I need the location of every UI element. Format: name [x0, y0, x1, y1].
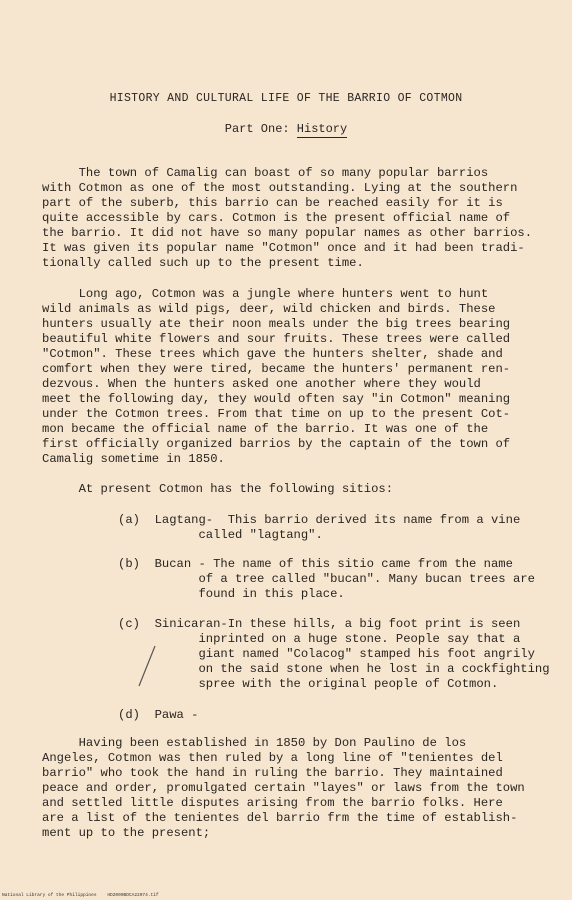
sitio-item-line: found in this place.: [118, 587, 345, 601]
paragraph2-line: comfort when they were tired, became the hunters' permanent ren-: [42, 362, 511, 376]
paragraph2-line: Long ago, Cotmon was a jungle where hunters went to hunt: [42, 287, 489, 301]
paragraph2-line: first officially organized barrios by the captain of the town of: [42, 437, 511, 451]
part-heading: [0, 122, 572, 136]
sitio-item-line: (a) Lagtang- This barrio derived its name from a vine: [118, 513, 521, 527]
pencil-mark: [135, 644, 159, 690]
paragraph1-line: with Cotmon as one of the most outstanding. Lying at the southern: [42, 181, 518, 195]
paragraph1-line: part of the suberb, this barrio can be reached easily for it is: [42, 196, 503, 210]
paragraph1-line: It was given its popular name "Cotmon" once and it had been tradi-: [42, 241, 525, 255]
sitio-item-line: of a tree called "bucan". Many bucan trees are: [118, 572, 535, 586]
paragraph2-line: beautiful white flowers and sour fruits. These trees were called: [42, 332, 511, 346]
paragraph2-line: under the Cotmon trees. From that time on up to the present Cot-: [42, 407, 511, 421]
sitio-item-line: spree with the original people of Cotmon.: [118, 677, 499, 691]
sitio-item-line: inprinted on a huge stone. People say that a: [118, 632, 521, 646]
scan-footer: National Library of the Philippines HD2000BDCA22074.tif: [2, 893, 159, 898]
sitio-item-line: on the said stone when he lost in a cockfighting: [118, 662, 550, 676]
paragraph2-line: mon became the official name of the barrio. It was one of the: [42, 422, 489, 436]
sitio-item-line: (c) Sinicaran-In these hills, a big foot print is seen: [118, 617, 521, 631]
paragraph3-line: Having been established in 1850 by Don Paulino de los: [42, 736, 467, 750]
document-title: HISTORY AND CULTURAL LIFE OF THE BARRIO OF COTMON: [109, 92, 463, 105]
paragraph2-line: dezvous. When the hunters asked one another where they would: [42, 377, 481, 391]
paragraph3-line: Angeles, Cotmon was then ruled by a long line of "tenientes del: [42, 751, 503, 765]
paragraph3-line: are a list of the tenientes del barrio frm the time of establish-: [42, 811, 518, 825]
part-label: Part One:: [224, 122, 297, 136]
paragraph1-line: tionally called such up to the present time.: [42, 256, 364, 270]
paragraph2-line: Camalig sometime in 1850.: [42, 452, 225, 466]
paragraph1-line: quite accessible by cars. Cotmon is the present official name of: [42, 211, 511, 225]
sitios-intro: At present Cotmon has the following sitios:: [42, 482, 394, 496]
paragraph2-line: meet the following day, they would often say "in Cotmon" meaning: [42, 392, 511, 406]
paragraph3-line: and settled little disputes arising from the barrio folks. Here: [42, 796, 503, 810]
paragraph3-line: ment up to the present;: [42, 826, 211, 840]
paragraph2-line: hunters usually ate their noon meals under the big trees bearing: [42, 317, 511, 331]
sitio-item-line: called "lagtang".: [118, 528, 323, 542]
sitio-item-line: (d) Pawa -: [118, 708, 199, 722]
paragraph3-line: barrio" who took the hand in ruling the barrio. They maintained: [42, 766, 503, 780]
paragraph3-line: peace and order, promulgated certain "layes" or laws from the town: [42, 781, 525, 795]
part-name: History: [296, 122, 348, 136]
paragraph2-line: "Cotmon". These trees which gave the hunters shelter, shade and: [42, 347, 503, 361]
sitio-item-line: giant named "Colacog" stamped his foot angrily: [118, 647, 535, 661]
paragraph1-line: the barrio. It did not have so many popular names as other barrios.: [42, 226, 533, 240]
paragraph2-line: wild animals as wild pigs, deer, wild chicken and birds. These: [42, 302, 496, 316]
sitio-item-line: (b) Bucan - The name of this sitio came from the name: [118, 557, 513, 571]
paragraph1-line: The town of Camalig can boast of so many popular barrios: [42, 166, 489, 180]
